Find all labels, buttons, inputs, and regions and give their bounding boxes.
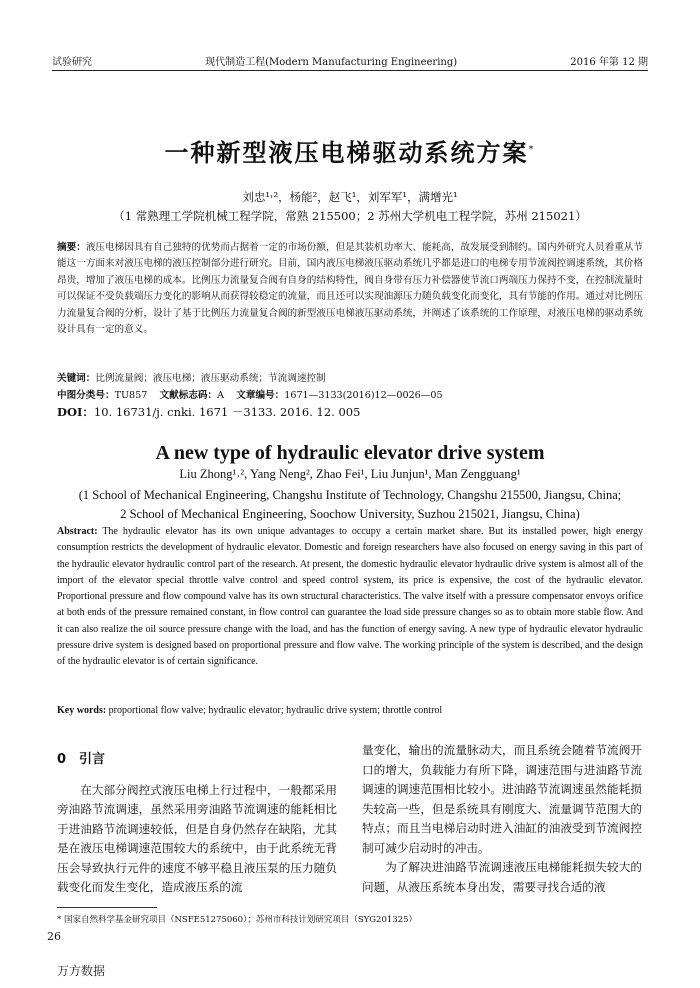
authors-cn: 刘忠¹˒²，杨能²，赵飞¹，刘军军¹，满增光¹ bbox=[242, 190, 458, 204]
body-paragraph-continued: 量变化，输出的流量脉动大，而且系统会随着节流阀开口的增大，负载能力有所下降，调速范围与进油路节流调速的调速范围相比较小。进油路节流调速虽然能耗损失较高一些，但是系统具有刚度大、流量调节范围大的特点；而且当电梯启动时进入油缸的油液受到节流阀控制可减少启动时的冲击。 bbox=[362, 743, 642, 855]
running-header bbox=[52, 52, 648, 68]
abstract-en-label: Abstract: bbox=[57, 526, 98, 537]
abstract-en bbox=[57, 524, 643, 671]
doi bbox=[57, 404, 643, 420]
article-id-label: 文章编号： bbox=[236, 390, 285, 401]
keywords-cn-label: 关键词： bbox=[57, 373, 96, 384]
header-section: 试验研究 bbox=[52, 56, 92, 68]
header-rule bbox=[52, 70, 648, 71]
page-number: 26 bbox=[47, 930, 61, 943]
abstract-cn-label: 摘要： bbox=[57, 242, 86, 253]
footnote: * 国家自然科学基金研究项目（NSFE51275060）；苏州市科技计划研究项目（SYG201325） bbox=[57, 915, 418, 925]
body-paragraph: 为了解决进油路节流调速液压电梯能耗损失较大的问题，从液压系统本身出发，需要寻找合适的液 bbox=[362, 860, 642, 894]
keywords-cn-text: 比例流量阀；液压电梯；液压驱动系统；节流调速控制 bbox=[95, 373, 326, 384]
doc-code-value: A bbox=[217, 390, 225, 401]
clc-label: 中图分类号： bbox=[57, 390, 115, 401]
header-journal: 现代制造工程(Modern Manufacturing Engineering) bbox=[205, 56, 458, 68]
body-paragraph: 在大部分阀控式液压电梯上行过程中，一般都采用旁油路节流调速，虽然采用旁油路节流调速的能耗相比于进油路节流调速较低，但是自身仍然存在缺陷，尤其是在液压电梯调速范围较大的系统中，由于此系统无背压会导致执行元件的速度不够平稳且液压泵的压力随负载变化而发生变化，造成液压系的流 bbox=[57, 782, 337, 894]
abstract-cn-text: 液压电梯因具有自己独特的优势而占据着一定的市场份额，但是其装机功率大、能耗高，故发展受到制约。国内外研究人员着重从节能这一方面来对液压电梯的液压控制部分进行研究。目前，国内液压电梯液压驱动系统几乎都是进口的电梯专用节流阀控调速系统，其价格昂贵，增加了液压电梯的成本。比例压力流量复合阀有自身的结构特性，阀自身带有压力补偿器使节流口两端压力保持不变，在控制流量时可以保证不受负载端压力变化的影响从而获得较稳定的流量，而且还可以实现油源压力随负载变化而变化，具有节能的作用。通过对比例压力流量复合阀的分析，设计了基于比例压力流量复合阀的新型液压电梯液压驱动系统，并阐述了该系统的工作原理，对液压电梯的驱动系统设计具有一定的意义。 bbox=[57, 242, 644, 336]
doi-value: 10. 16731/j. cnki. 1671 －3133. 2016. 12. 005 bbox=[93, 405, 361, 419]
keywords-cn bbox=[57, 370, 643, 384]
paper-title-en: A new type of hydraulic elevator drive system bbox=[155, 442, 545, 464]
affiliation-en bbox=[40, 486, 660, 524]
title-footnote-mark: * bbox=[528, 144, 536, 155]
keywords-en bbox=[57, 705, 643, 716]
affiliation-cn: （1 常熟理工学院机械工程学院，常熟 215500；2 苏州大学机电工程学院，苏州 215021） bbox=[113, 209, 587, 223]
body-column-left bbox=[57, 741, 337, 898]
affiliation-en-line-1: (1 School of Mechanical Engineering, Changshu Institute of Technology, Changshu 215500, Jiangsu, China; bbox=[78, 488, 622, 502]
doi-label: DOI： bbox=[57, 405, 94, 419]
abstract-cn bbox=[57, 240, 643, 338]
keywords-en-text: proportional flow valve; hydraulic elevator; hydraulic drive system; throttle control bbox=[106, 705, 443, 716]
affiliation-en-line-2: 2 School of Mechanical Engineering, Soochow University, Suzhou 215021, Jiangsu, China) bbox=[120, 507, 580, 521]
keywords-en-label: Key words: bbox=[57, 705, 107, 716]
watermark-text: 万方数据 bbox=[57, 964, 106, 978]
section-heading-introduction: 0 引言 bbox=[57, 752, 106, 767]
header-issue: 2016 年第 12 期 bbox=[570, 56, 648, 68]
classification-cn bbox=[57, 387, 643, 401]
paper-title bbox=[0, 133, 700, 168]
paper-title-text: 一种新型液压电梯驱动系统方案 bbox=[164, 139, 529, 167]
body-column-right bbox=[362, 741, 642, 897]
authors-en: Liu Zhong¹˒², Yang Neng², Zhao Fei¹, Liu Junjun¹, Man Zengguang¹ bbox=[179, 467, 521, 481]
abstract-en-text: The hydraulic elevator has its own unique advantages to occupy a certain market share. But its installed power, high energy consumption restricts the development of hydraulic elevator. Domestic and foreign researchers have also focused on energy saving in this part of the hydraulic elevator hydraulic control part of the research. At present, the domestic hydraulic elevator hydraulic drive system is almost all of the import of the elevator special throttle valve control and speed control system, its price is expensive, the cost of the hydraulic elevator. Proportional pressure and flow compound valve has its own structural characteristics. The valve itself with a pressure compensator envoys orifice at both ends of the pressure remained constant, in flow control can guarantee the load side pressure changes so as to obtain more stable flow. And it can also realize the oil source pressure change with the load, and has the function of energy saving. A new type of hydraulic elevator hydraulic pressure drive system is designed based on proportional pressure and flow valve. The working principle of the system is described, and the design of the hydraulic elevator is of certain significance. bbox=[57, 526, 643, 668]
article-id-value: 1671—3133(2016)12—0026—05 bbox=[284, 390, 443, 401]
doc-code-label: 文献标志码： bbox=[159, 390, 218, 401]
footnote-rule bbox=[57, 907, 157, 908]
clc-value: TU857 bbox=[114, 390, 148, 401]
